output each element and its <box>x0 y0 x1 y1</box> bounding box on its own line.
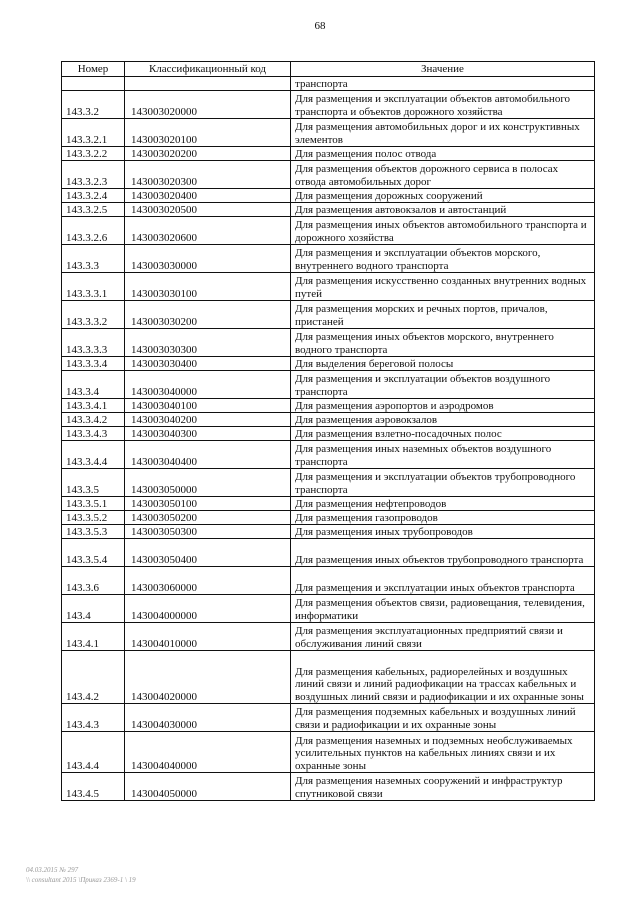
row-classification-code: 143003050000 <box>125 469 291 497</box>
row-classification-code: 143003060000 <box>125 567 291 595</box>
table-header-row <box>62 62 595 77</box>
row-number: 143.4 <box>62 595 125 623</box>
row-classification-code <box>125 77 291 91</box>
table-row <box>62 525 595 539</box>
row-value: Для размещения морских и речных портов, причалов, пристаней <box>291 301 595 329</box>
row-number: 143.4.5 <box>62 773 125 801</box>
row-number: 143.3.4 <box>62 371 125 399</box>
row-number: 143.3.2.5 <box>62 203 125 217</box>
row-classification-code: 143003050200 <box>125 511 291 525</box>
table-row <box>62 161 595 189</box>
row-number: 143.4.2 <box>62 651 125 704</box>
row-classification-code: 143003050300 <box>125 525 291 539</box>
row-classification-code: 143003020300 <box>125 161 291 189</box>
table-row <box>62 651 595 704</box>
row-classification-code: 143003020200 <box>125 147 291 161</box>
row-classification-code: 143004020000 <box>125 651 291 704</box>
row-value: Для размещения иных объектов автомобильного транспорта и дорожного хозяйства <box>291 217 595 245</box>
table-row <box>62 371 595 399</box>
row-classification-code: 143003050400 <box>125 539 291 567</box>
row-value: Для размещения автовокзалов и автостанций <box>291 203 595 217</box>
footer-stamp-line-1: 04.03.2015 № 297 <box>26 866 79 874</box>
row-value: Для размещения и эксплуатации объектов трубопроводного транспорта <box>291 469 595 497</box>
row-classification-code: 143003040200 <box>125 413 291 427</box>
row-classification-code: 143004010000 <box>125 623 291 651</box>
row-number: 143.3.3.3 <box>62 329 125 357</box>
table-row <box>62 217 595 245</box>
row-value: Для размещения эксплуатационных предприятий связи и обслуживания линий связи <box>291 623 595 651</box>
row-number: 143.4.3 <box>62 704 125 732</box>
row-classification-code: 143003030000 <box>125 245 291 273</box>
row-number: 143.3.6 <box>62 567 125 595</box>
row-number: 143.3.3.2 <box>62 301 125 329</box>
row-classification-code: 143003030400 <box>125 357 291 371</box>
row-number: 143.3.3.4 <box>62 357 125 371</box>
table-row <box>62 301 595 329</box>
table-row <box>62 441 595 469</box>
row-value: Для размещения кабельных, радиорелейных и воздушных линий связи и линий радиофикации на трассах кабельных и воздушных линий связи и радиофикации и их охранные зоны <box>291 651 595 704</box>
table-body <box>62 77 595 801</box>
header-number: Номер <box>62 62 125 77</box>
row-value: Для размещения иных трубопроводов <box>291 525 595 539</box>
row-number: 143.3.2.1 <box>62 119 125 147</box>
row-classification-code: 143003020600 <box>125 217 291 245</box>
table-row <box>62 329 595 357</box>
table-row <box>62 539 595 567</box>
table-row <box>62 413 595 427</box>
table-row <box>62 189 595 203</box>
row-number: 143.3.2.2 <box>62 147 125 161</box>
row-classification-code: 143003050100 <box>125 497 291 511</box>
row-value: Для размещения и эксплуатации иных объектов транспорта <box>291 567 595 595</box>
header-value: Значение <box>291 62 595 77</box>
row-value: Для размещения объектов дорожного сервиса в полосах отвода автомобильных дорог <box>291 161 595 189</box>
row-number: 143.3.5.3 <box>62 525 125 539</box>
row-value: Для размещения и эксплуатации объектов воздушного транспорта <box>291 371 595 399</box>
row-number: 143.3.5 <box>62 469 125 497</box>
row-value: Для размещения искусственно созданных внутренних водных путей <box>291 273 595 301</box>
table-row <box>62 203 595 217</box>
row-value: Для размещения и эксплуатации объектов морского, внутреннего водного транспорта <box>291 245 595 273</box>
table-row <box>62 595 595 623</box>
table-row <box>62 497 595 511</box>
row-value: Для выделения береговой полосы <box>291 357 595 371</box>
row-number: 143.3.2.3 <box>62 161 125 189</box>
row-value: Для размещения аэровокзалов <box>291 413 595 427</box>
row-number: 143.3.5.1 <box>62 497 125 511</box>
table-row <box>62 77 595 91</box>
table-row <box>62 773 595 801</box>
row-value: Для размещения наземных сооружений и инфраструктур спутниковой связи <box>291 773 595 801</box>
table-row <box>62 273 595 301</box>
row-classification-code: 143003040400 <box>125 441 291 469</box>
row-number: 143.3.4.2 <box>62 413 125 427</box>
row-value: Для размещения нефтепроводов <box>291 497 595 511</box>
row-value: транспорта <box>291 77 595 91</box>
footer-stamp-line-2: \\ consultant 2015 \Приказ 2369-1 \ 19 <box>26 876 136 884</box>
row-number: 143.3.4.4 <box>62 441 125 469</box>
table-row <box>62 427 595 441</box>
table-row <box>62 469 595 497</box>
row-value: Для размещения наземных и подземных необслуживаемых усилительных пунктов на кабельных линиях связи и их охранные зоны <box>291 732 595 773</box>
row-classification-code: 143003040000 <box>125 371 291 399</box>
row-value: Для размещения полос отвода <box>291 147 595 161</box>
row-value: Для размещения газопроводов <box>291 511 595 525</box>
row-value: Для размещения дорожных сооружений <box>291 189 595 203</box>
table-row <box>62 704 595 732</box>
row-value: Для размещения аэропортов и аэродромов <box>291 399 595 413</box>
row-classification-code: 143004050000 <box>125 773 291 801</box>
row-value: Для размещения автомобильных дорог и их конструктивных элементов <box>291 119 595 147</box>
row-classification-code: 143003030300 <box>125 329 291 357</box>
classification-table <box>61 61 595 801</box>
row-number: 143.3.5.2 <box>62 511 125 525</box>
row-value: Для размещения иных объектов трубопроводного транспорта <box>291 539 595 567</box>
row-number: 143.3.2 <box>62 91 125 119</box>
table-row <box>62 357 595 371</box>
row-classification-code: 143003020000 <box>125 91 291 119</box>
row-value: Для размещения взлетно-посадочных полос <box>291 427 595 441</box>
row-number: 143.3.2.6 <box>62 217 125 245</box>
table-row <box>62 119 595 147</box>
row-value: Для размещения иных объектов морского, внутреннего водного транспорта <box>291 329 595 357</box>
row-number: 143.3.3 <box>62 245 125 273</box>
row-value: Для размещения подземных кабельных и воздушных линий связи и радиофикации и их охранные зоны <box>291 704 595 732</box>
row-classification-code: 143003020500 <box>125 203 291 217</box>
row-number <box>62 77 125 91</box>
row-classification-code: 143003040300 <box>125 427 291 441</box>
row-number: 143.3.4.3 <box>62 427 125 441</box>
table-row <box>62 245 595 273</box>
table-row <box>62 147 595 161</box>
table-row <box>62 732 595 773</box>
row-classification-code: 143003020100 <box>125 119 291 147</box>
row-classification-code: 143004030000 <box>125 704 291 732</box>
row-classification-code: 143003030200 <box>125 301 291 329</box>
page-number: 68 <box>314 20 326 32</box>
row-classification-code: 143003040100 <box>125 399 291 413</box>
row-number: 143.4.4 <box>62 732 125 773</box>
header-code: Классификационный код <box>125 62 291 77</box>
row-value: Для размещения объектов связи, радиовещания, телевидения, информатики <box>291 595 595 623</box>
table-row <box>62 91 595 119</box>
row-classification-code: 143003030100 <box>125 273 291 301</box>
row-value: Для размещения иных наземных объектов воздушного транспорта <box>291 441 595 469</box>
row-number: 143.3.2.4 <box>62 189 125 203</box>
row-number: 143.3.3.1 <box>62 273 125 301</box>
row-number: 143.3.4.1 <box>62 399 125 413</box>
table-row <box>62 511 595 525</box>
table-row <box>62 399 595 413</box>
row-classification-code: 143004040000 <box>125 732 291 773</box>
table-row <box>62 567 595 595</box>
row-classification-code: 143003020400 <box>125 189 291 203</box>
row-value: Для размещения и эксплуатации объектов автомобильного транспорта и объектов дорожного хозяйства <box>291 91 595 119</box>
row-number: 143.3.5.4 <box>62 539 125 567</box>
table-row <box>62 623 595 651</box>
row-number: 143.4.1 <box>62 623 125 651</box>
row-classification-code: 143004000000 <box>125 595 291 623</box>
